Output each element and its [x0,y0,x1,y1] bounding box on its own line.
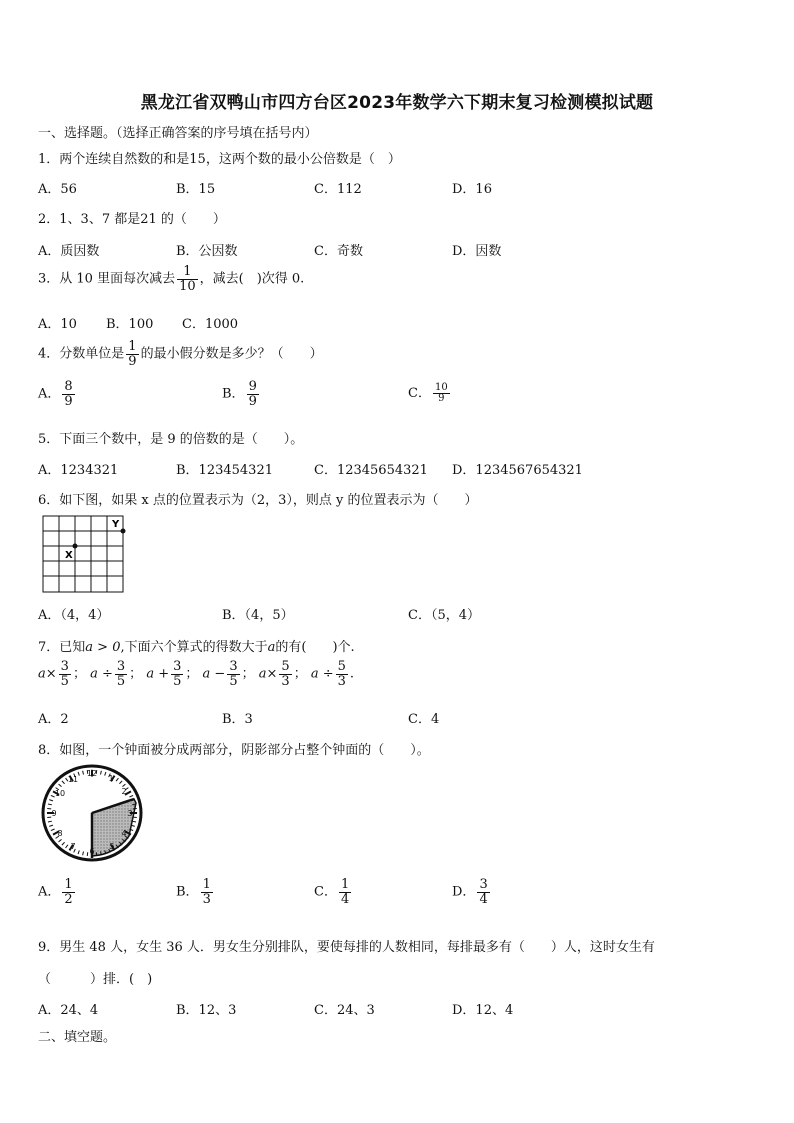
clock-number-2: 2 [121,787,127,796]
q4-option-a: A． $\frac{8}{9}$ [38,379,73,409]
q9-line1: 9．男生 48 人，女生 36 人．男女生分别排队，要使每排的人数相同，每排最多有（ ）人，这时女生有 [38,940,655,955]
q8-option-b: B． $\frac{1}{3}$ [176,877,211,907]
q8-option-a: A． $\frac{1}{2}$ [38,877,73,907]
q5-option-c: C．12345654321 [314,463,428,478]
q3-prefix: 3．从 10 里面每次减去 [38,271,176,287]
q7-option-a: A．2 [38,712,69,727]
clock-number-3: 3 [127,809,133,818]
page-title: 黑龙江省双鸭山市四方台区2023年数学六下期末复习检测模拟试题 [140,93,654,113]
q8-option-c: C． $\frac{1}{4}$ [314,877,350,907]
q6-option-c: C．（5，4） [408,608,480,623]
clock-number-10: 10 [54,789,66,798]
q3-fraction: $\frac{1}{10}$ [179,264,196,294]
q1-option-a: A．56 [38,182,77,197]
q4-suffix: 的最小假分数是多少？（ ） [140,346,323,362]
clock-number-6: 6 [89,847,95,856]
clock-number-8: 8 [57,829,63,838]
grid-label-x: X [65,550,73,561]
q3-text [38,265,304,293]
q1-text: 1．两个连续自然数的和是15，这两个数的最小公倍数是（ ） [38,152,401,167]
coordinate-grid [42,514,128,594]
q2-option-c: C．奇数 [314,244,363,259]
clock-number-1: 1 [108,774,114,783]
q8-text: 8．如图，一个钟面被分成两部分，阴影部分占整个钟面的（ ）。 [38,743,430,758]
q6-option-a: A．（4，4） [38,608,110,623]
q9-option-d: D．12、4 [452,1003,514,1018]
q2-option-a: A．质因数 [38,244,100,259]
point-x [73,544,78,549]
q3-option-c: C．1000 [182,317,239,332]
grid-label-y: Y [112,519,120,530]
q6-text: 6．如下图，如果 x 点的位置表示为（2，3），则点 y 的位置表示为（ ） [38,493,478,508]
clock-number-12: 12 [86,769,98,778]
q3-option-a: A．10 [38,317,77,332]
q5-option-a: A．1234321 [38,463,119,478]
q8-option-d: D． $\frac{3}{4}$ [452,877,488,907]
section1-heading: 一、选择题。（选择正确答案的序号填在括号内） [38,126,318,141]
q4-prefix: 4．分数单位是 [38,346,125,362]
clock-number-11: 11 [67,775,79,784]
q5-option-b: B．123454321 [176,463,273,478]
q5-option-d: D．1234567654321 [452,463,583,478]
clock-number-5: 5 [109,842,115,851]
q2-text: 2．1、3、7 都是21 的（ ） [38,212,226,227]
q5-text: 5．下面三个数中，是 9 的倍数的是（ ）。 [38,432,304,447]
q7-text: 7．已知a > 0,下面六个算式的得数大于a的有( )个. [38,640,355,655]
q9-option-b: B．12、3 [176,1003,237,1018]
q3-option-b: B．100 [106,317,154,332]
q3-suffix: ，减去( )次得 0. [199,271,305,287]
q9-option-a: A．24、4 [38,1003,99,1018]
q2-option-d: D．因数 [452,244,502,259]
q1-option-d: D．16 [452,182,492,197]
q1-option-b: B．15 [176,182,216,197]
section2-heading: 二、填空题。 [38,1030,117,1045]
clock-number-9: 9 [51,809,57,818]
clock-number-4: 4 [121,829,127,838]
q9-option-c: C．24、3 [314,1003,375,1018]
q4-option-b: B． $\frac{9}{9}$ [222,379,257,409]
q7-variable: a [267,640,276,655]
q7-option-c: C．4 [408,712,440,727]
q4-option-c: C． $\frac{10}{9}$ [408,381,448,404]
q1-option-c: C．112 [314,182,362,197]
q4-fraction: $\frac{1}{9}$ [128,339,137,369]
clock-face [40,763,144,863]
q7-expressions: a× $\frac{3}{5}$ ； a ÷ $\frac{3}{5}$ ； a + $\frac{3}{5}$ ； a − $\frac{3}{5}$ ； a× $\frac{5}{3}$ ； a ÷ $\frac{5}{3}$ . [38,659,355,689]
q7-condition: a > 0 [85,640,121,655]
q9-line2: （ ）排．( ) [38,972,153,987]
q7-option-b: B．3 [222,712,253,727]
clock-number-7: 7 [70,842,76,851]
q6-option-b: B．（4，5） [222,608,294,623]
q4-text [38,340,323,368]
point-y [121,529,126,534]
q2-option-b: B．公因数 [176,244,238,259]
